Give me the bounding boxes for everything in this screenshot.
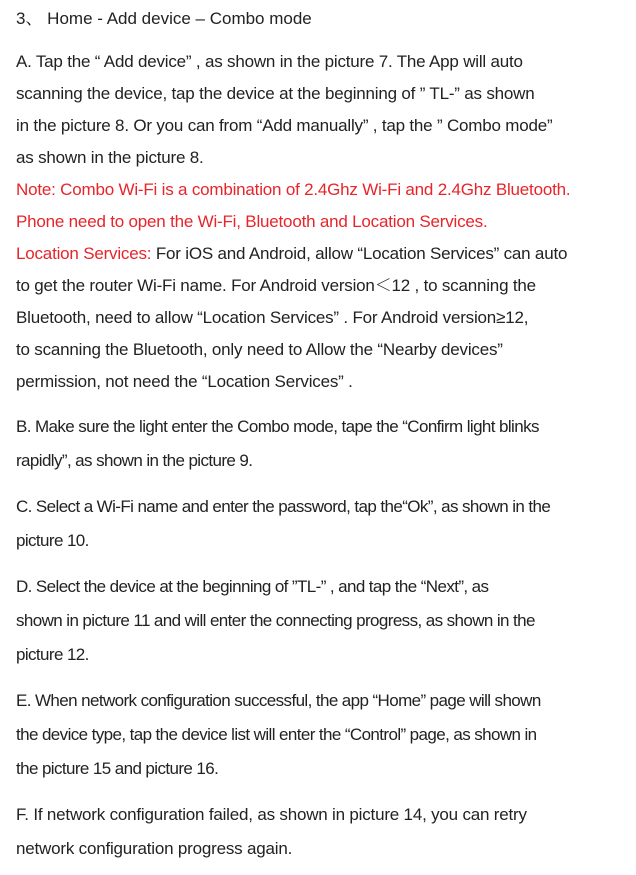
location-services-paragraph — [16, 238, 628, 398]
step-b-paragraph — [16, 410, 628, 478]
location-first-line-text: For iOS and Android, allow “Location Services” can auto — [151, 244, 568, 263]
section-heading: 3、 Home - Add device – Combo mode — [16, 9, 312, 28]
step-c-line: C. Select a Wi-Fi name and enter the password, tap the“Ok”, as shown in the — [16, 497, 551, 516]
step-e-line: the device type, tap the device list will enter the “Control” page, as shown in — [16, 725, 537, 744]
step-a-line: A. Tap the “ Add device” , as shown in the picture 7. The App will auto — [16, 52, 523, 71]
step-d-line: picture 12. — [16, 645, 89, 664]
step-b-line: B. Make sure the light enter the Combo mode, tape the “Confirm light blinks — [16, 417, 539, 436]
step-c-line: picture 10. — [16, 531, 89, 550]
step-a-line: as shown in the picture 8. — [16, 148, 204, 167]
step-a-line: scanning the device, tap the device at the beginning of ” TL-” as shown — [16, 84, 535, 103]
step-e-line: the picture 15 and picture 16. — [16, 759, 219, 778]
location-first-line — [16, 238, 628, 270]
note-line: Phone need to open the Wi-Fi, Bluetooth and Location Services. — [16, 212, 488, 231]
note-line: Note: Combo Wi-Fi is a combination of 2.4Ghz Wi-Fi and 2.4Ghz Bluetooth. — [16, 180, 571, 199]
step-f-paragraph — [16, 798, 628, 866]
step-a-line: in the picture 8. Or you can from “Add manually” , tap the ” Combo mode” — [16, 116, 553, 135]
location-line: Bluetooth, need to allow “Location Services” . For Android version≥12, — [16, 308, 529, 327]
step-d-paragraph — [16, 570, 628, 672]
instruction-page — [16, 6, 628, 866]
location-line: permission, not need the “Location Services” . — [16, 372, 353, 391]
step-c-paragraph — [16, 490, 628, 558]
step-a-paragraph — [16, 46, 628, 174]
step-e-paragraph — [16, 684, 628, 786]
step-b-line: rapidly”, as shown in the picture 9. — [16, 451, 253, 470]
note-paragraph — [16, 174, 628, 238]
location-line: to scanning the Bluetooth, only need to Allow the “Nearby devices” — [16, 340, 503, 359]
step-f-line: F. If network configuration failed, as shown in picture 14, you can retry — [16, 805, 527, 824]
step-d-line: shown in picture 11 and will enter the connecting progress, as shown in the — [16, 611, 535, 630]
step-d-line: D. Select the device at the beginning of ”TL-” , and tap the “Next”, as — [16, 577, 489, 596]
step-f-line: network configuration progress again. — [16, 839, 293, 858]
location-line: to get the router Wi-Fi name. For Android version＜12 , to scanning the — [16, 276, 536, 295]
step-e-line: E. When network configuration successful, the app “Home” page will shown — [16, 691, 541, 710]
location-services-label: Location Services: — [16, 244, 152, 263]
